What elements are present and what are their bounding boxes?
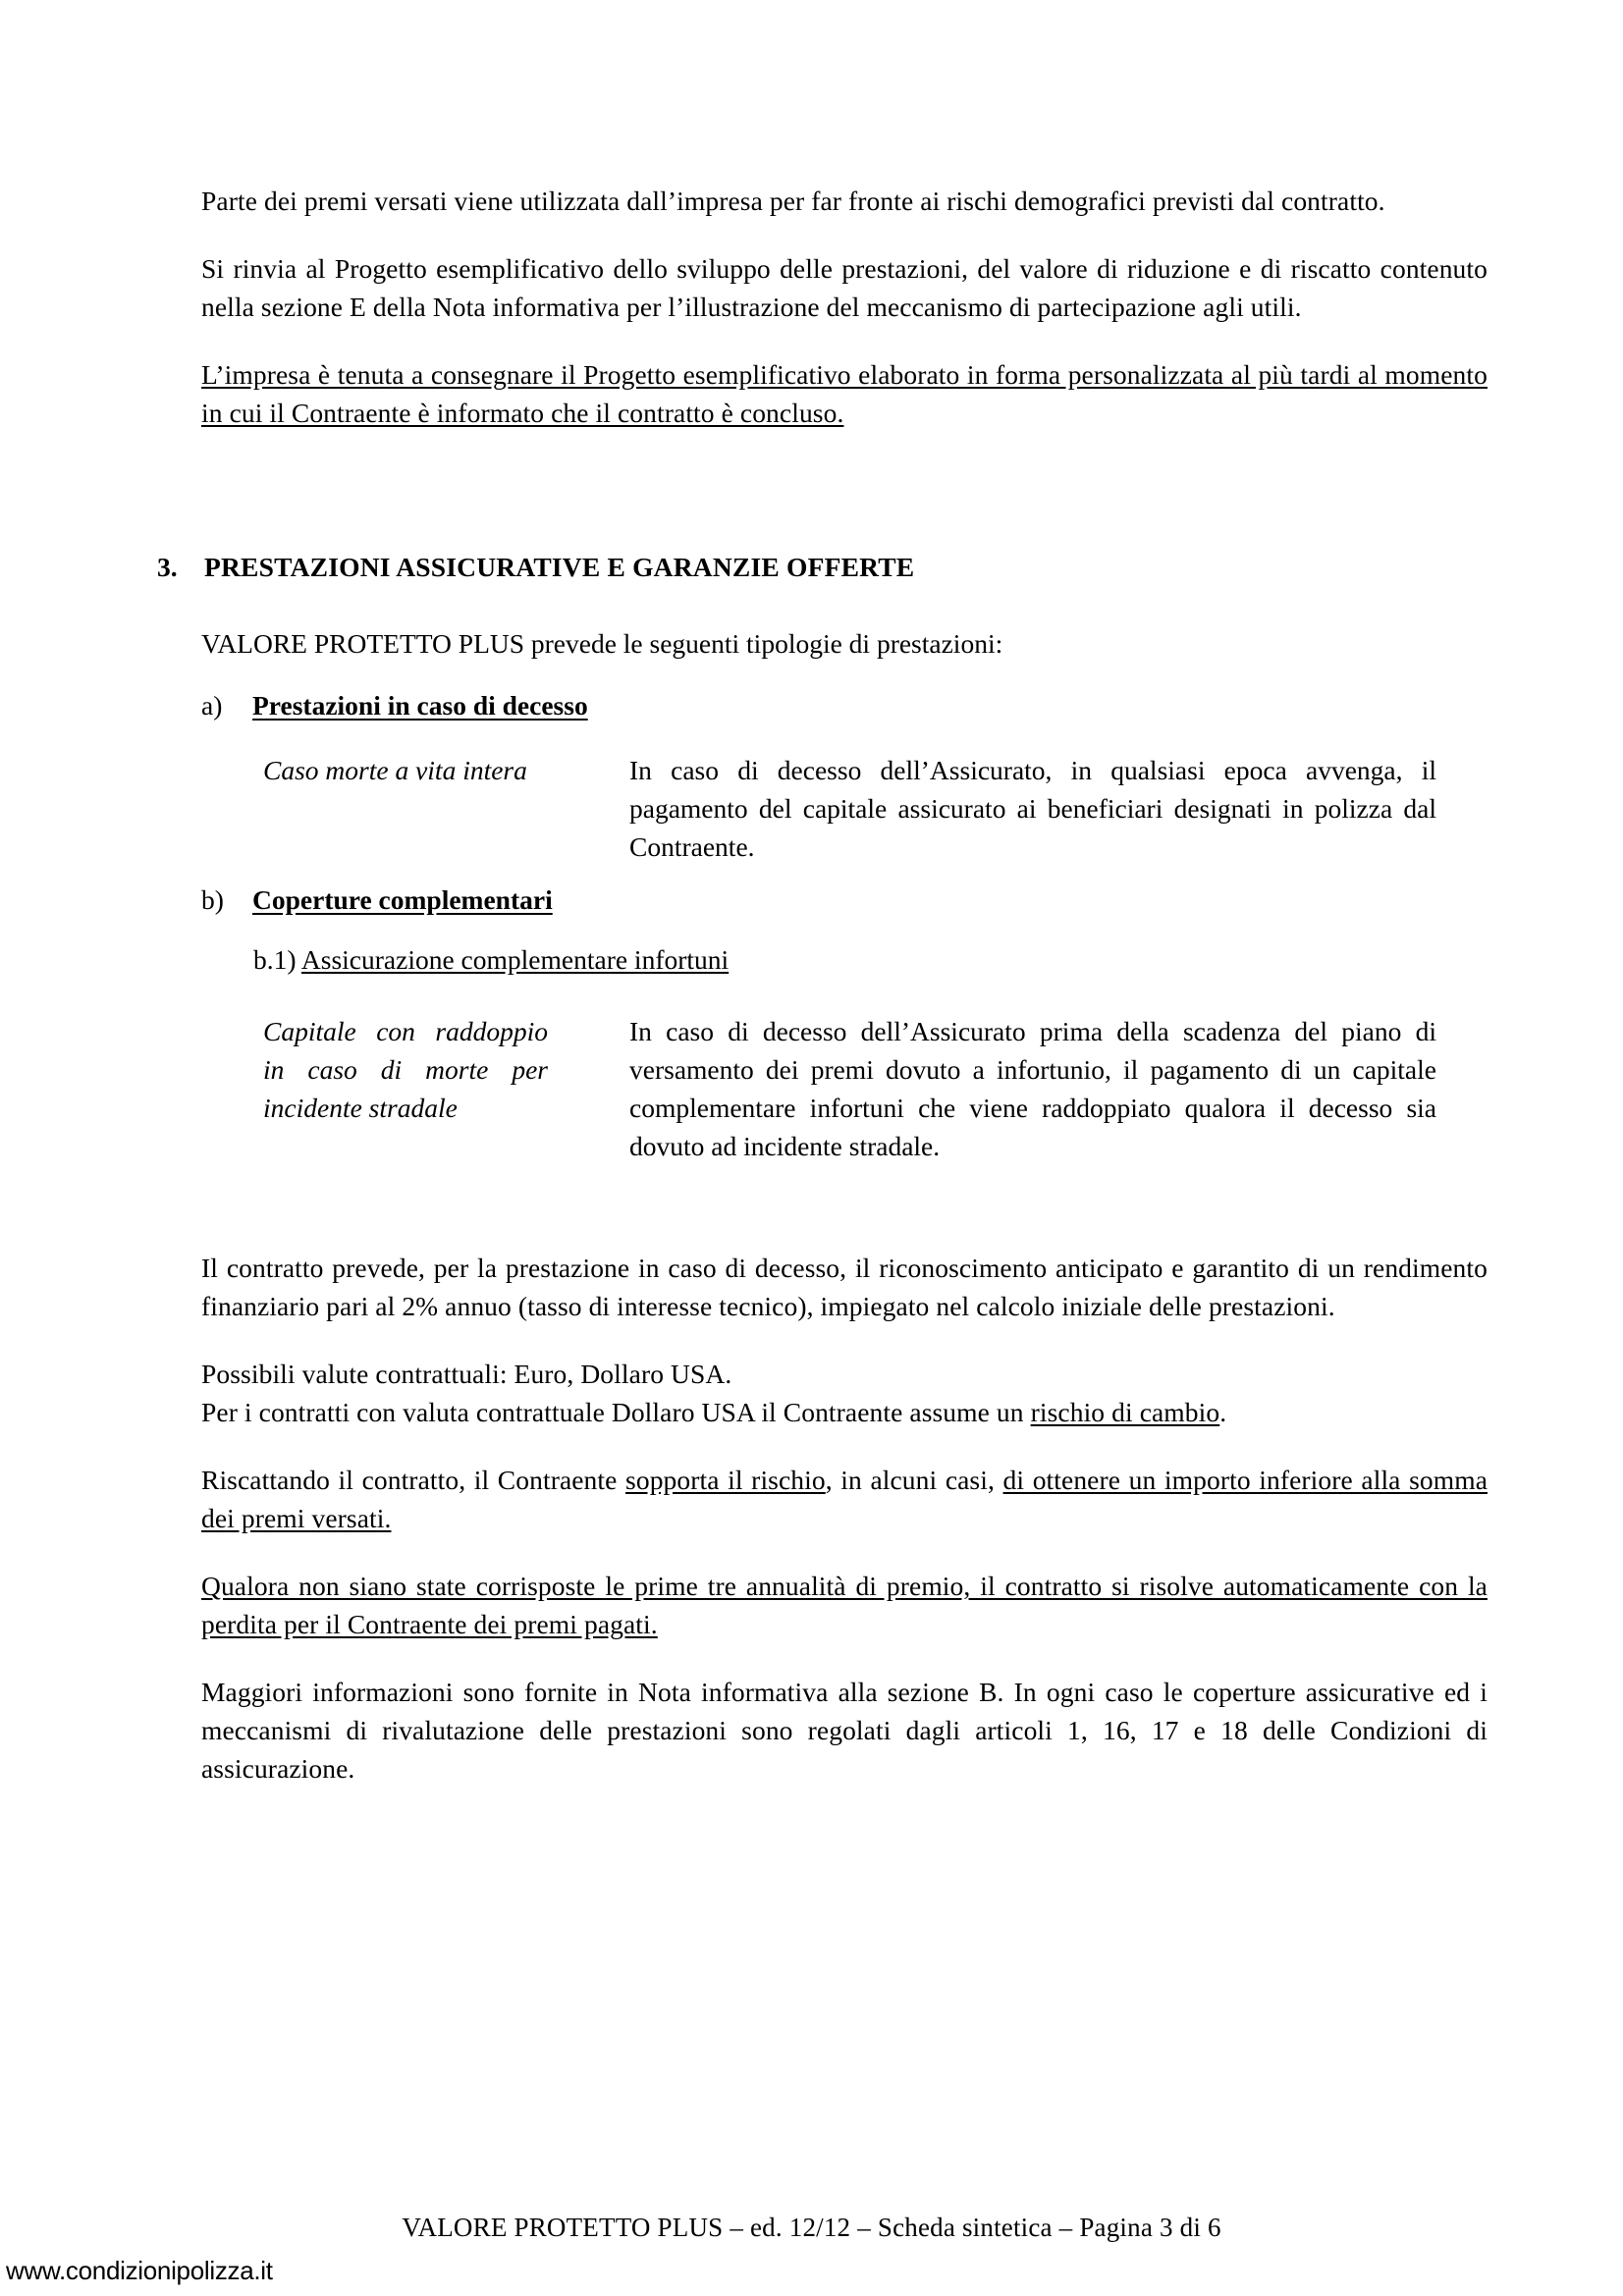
section-intro-line: VALORE PROTETTO PLUS prevede le seguenti tipologie di prestazioni:: [201, 628, 1003, 659]
sub-item-b1: [253, 944, 729, 976]
valute-line-2-post: .: [1219, 1397, 1227, 1428]
rischio-cambio-underlined: rischio di cambio: [1030, 1397, 1220, 1428]
list-item-a-letter: a): [201, 690, 223, 721]
section-heading-3: [157, 552, 1492, 583]
definition-term: Capitale con raddoppio in caso di morte per incidente stradale: [263, 1016, 548, 1124]
paragraph-rendimento-garantito: Il contratto prevede, per la prestazione in caso di decesso, il riconoscimento anticipato e garantito di un rendimento finanziario pari al 2% annuo (tasso di interesse tecnico), impiegato nel calcolo iniziale delle prestazioni.: [201, 1253, 1488, 1322]
paragraph-premi-demografici: Parte dei premi versati viene utilizzata dall’impresa per far fronte ai rischi demografici previsti dal contratto.: [201, 186, 1385, 216]
paragraph-valute: [201, 1355, 1488, 1431]
list-item-b-letter: b): [201, 884, 224, 915]
definition-row-caso-morte: [263, 751, 1490, 866]
list-item-b-title: Coperture complementari: [252, 884, 553, 915]
paragraph-progetto-esemplificativo: Si rinvia al Progetto esemplificativo dello sviluppo delle prestazioni, del valore di riduzione e di riscatto contenuto nella sezione E della Nota informativa per l’illustrazione del meccanismo di partecipazione agli utili.: [201, 253, 1488, 323]
riscatto-pre: Riscattando il contratto, il Contraente: [201, 1465, 626, 1496]
valute-line-1: Possibili valute contrattuali: Euro, Dollaro USA.: [201, 1359, 732, 1390]
list-item-b: [201, 884, 1488, 916]
riscatto-mid: , in alcuni casi,: [825, 1465, 1003, 1496]
intro-paragraph-block: [201, 182, 1488, 461]
section-title: PRESTAZIONI ASSICURATIVE E GARANZIE OFFERTE: [204, 552, 915, 582]
page-footer: VALORE PROTETTO PLUS – ed. 12/12 – Scheda sintetica – Pagina 3 di 6: [402, 2213, 1221, 2242]
paragraph-maggiori-informazioni: Maggiori informazioni sono fornite in Nota informativa alla sezione B. In ogni caso le coperture assicurative ed i meccanismi di rivalutazione delle prestazioni sono regolati dagli articoli 1, 16, 17 e 18 delle Condizioni di assicurazione.: [201, 1677, 1488, 1785]
definition-term: Caso morte a vita intera: [263, 755, 527, 785]
section-number: 3.: [157, 552, 178, 582]
definition-row-capitale-raddoppio: [263, 1012, 1490, 1165]
site-watermark: www.condizionipolizza.it: [6, 2256, 273, 2285]
paragraph-consegna-progetto: L’impresa è tenuta a consegnare il Progetto esemplificativo elaborato in forma personalizzata al più tardi al momento in cui il Contraente è informato che il contratto è concluso.: [201, 359, 1488, 429]
definition-description: In caso di decesso dell’Assicurato, in qualsiasi epoca avvenga, il pagamento del capitale assicurato ai beneficiari designati in polizza dal Contraente.: [629, 755, 1436, 863]
list-item-a-title: Prestazioni in caso di decesso: [252, 690, 588, 721]
paragraph-riscatto: [201, 1461, 1488, 1537]
valute-line-2-pre: Per i contratti con valuta contrattuale Dollaro USA il Contraente assume un: [201, 1397, 1031, 1428]
importo-inferiore-underlined: di ottenere un importo inferiore alla somma dei premi versati.: [201, 1465, 1488, 1534]
sopporta-rischio-underlined: sopporta il rischio: [625, 1465, 826, 1496]
paragraph-annualita-premio: Qualora non siano state corrisposte le prime tre annualità di premio, il contratto si risolve automaticamente con la perdita per il Contraente dei premi pagati.: [201, 1571, 1488, 1640]
closing-paragraph-block: [201, 1249, 1488, 1789]
sub-item-b1-title: Assicurazione complementare infortuni: [300, 944, 730, 975]
sub-item-b1-number: b.1): [253, 944, 297, 975]
definition-description: In caso di decesso dell’Assicurato prima della scadenza del piano di versamento dei premi dovuto a infortunio, il pagamento di un capitale complementare infortuni che viene raddoppiato qualora il decesso sia dovuto ad incidente stradale.: [629, 1016, 1436, 1162]
list-item-a: [201, 690, 1488, 721]
